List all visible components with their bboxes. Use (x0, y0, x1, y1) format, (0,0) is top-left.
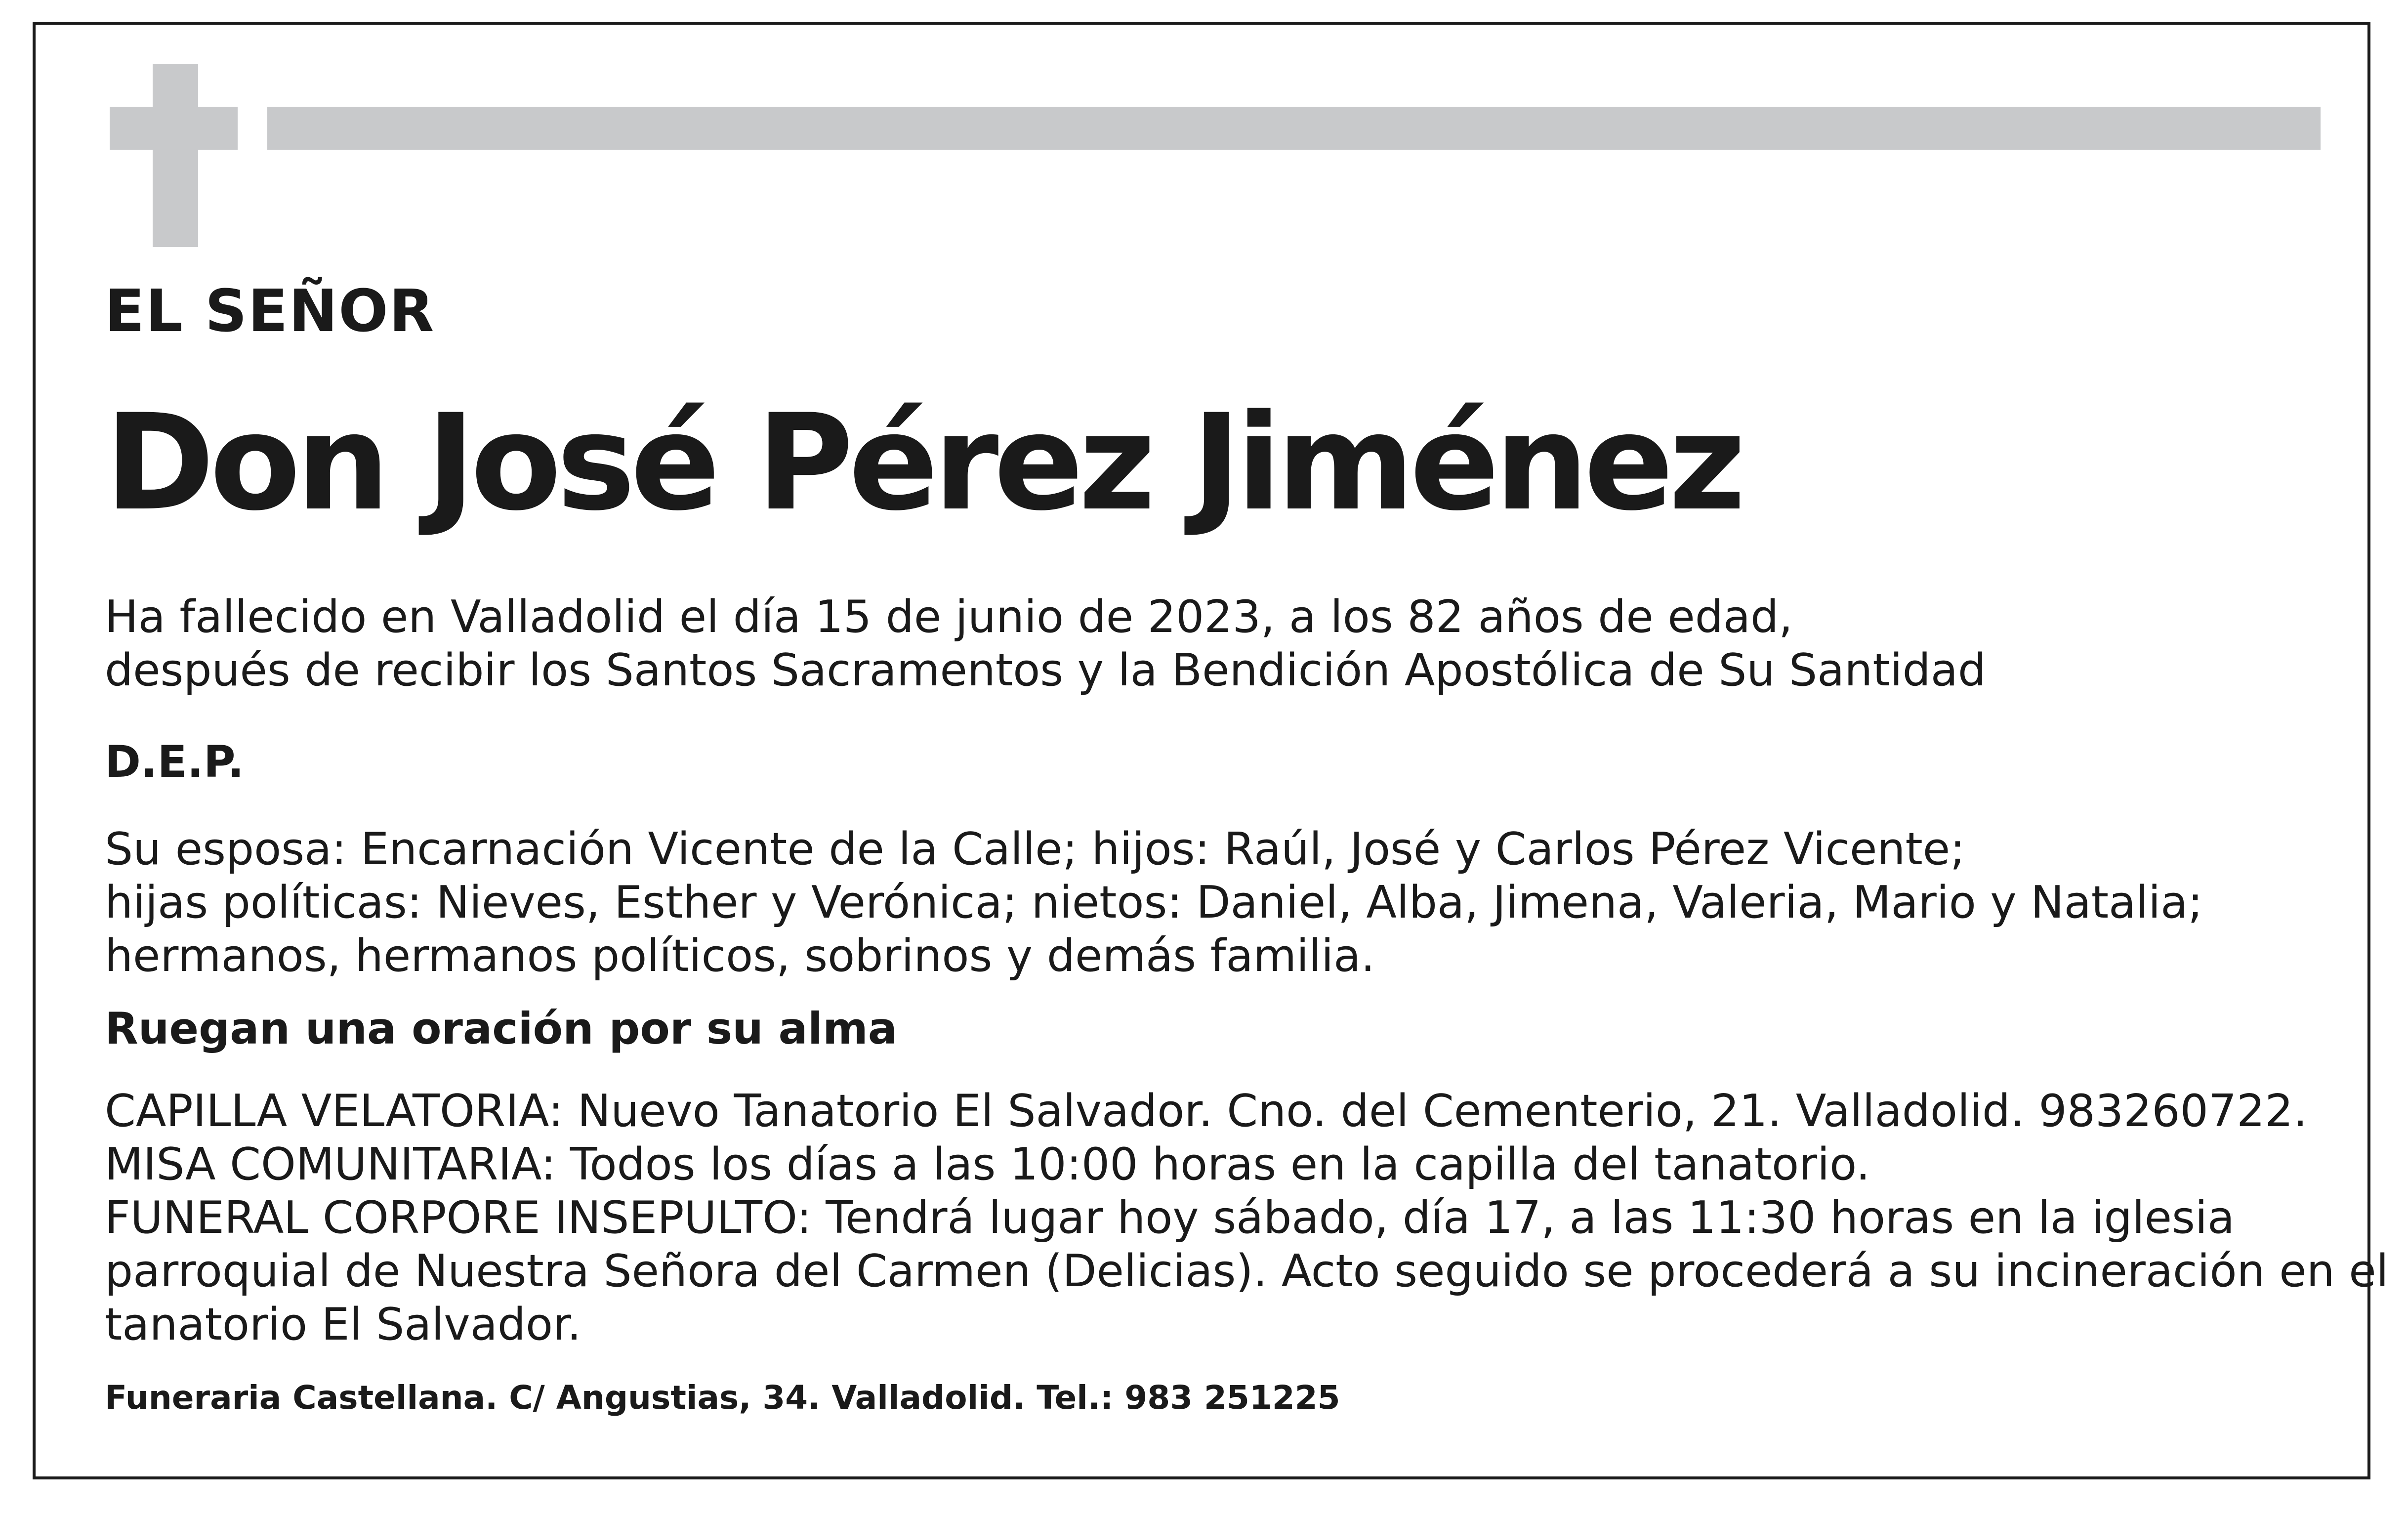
service-line: tanatorio El Salvador. (105, 1299, 581, 1350)
death-notice-line: Ha fallecido en Valladolid el día 15 de junio de 2023, a los 82 años de edad, (105, 591, 1793, 643)
death-notice (105, 590, 1986, 697)
salutation: EL SEÑOR (105, 277, 435, 345)
death-notice-line: después de recibir los Santos Sacramentos y la Bendición Apostólica de Su Santidad (105, 644, 1987, 696)
header-rule (267, 107, 2321, 150)
deceased-name: Don José Pérez Jiménez (105, 386, 1741, 540)
service-line: CAPILLA VELATORIA: Nuevo Tanatorio El Salvador. Cno. del Cementerio, 21. Valladolid. 983260722. (105, 1085, 2308, 1137)
service-line: MISA COMUNITARIA: Todos los días a las 10:00 horas en la capilla del tanatorio. (105, 1138, 1870, 1190)
cross-horizontal-bar (110, 107, 238, 150)
family-line: Su esposa: Encarnación Vicente de la Calle; hijos: Raúl, José y Carlos Pérez Vicente; (105, 823, 1965, 875)
family-line: hijas políticas: Nieves, Esther y Verónica; nietos: Daniel, Alba, Jimena, Valeria, Mario y Natalia; (105, 877, 2203, 928)
family-line: hermanos, hermanos políticos, sobrinos y demás familia. (105, 930, 1375, 982)
service-details (105, 1085, 2389, 1351)
family-list (105, 823, 2203, 983)
service-line: parroquial de Nuestra Señora del Carmen (Delicias). Acto seguido se procederá a su incineración en el (105, 1245, 2389, 1297)
rest-in-peace: D.E.P. (105, 736, 244, 787)
cross-vertical-bar (153, 64, 198, 247)
prayer-request: Ruegan una oración por su alma (105, 1003, 898, 1054)
funeral-home-footer: Funeraria Castellana. C/ Angustias, 34. Valladolid. Tel.: 983 251225 (105, 1379, 1340, 1417)
service-line: FUNERAL CORPORE INSEPULTO: Tendrá lugar hoy sábado, día 17, a las 11:30 horas en la iglesia (105, 1192, 2235, 1244)
